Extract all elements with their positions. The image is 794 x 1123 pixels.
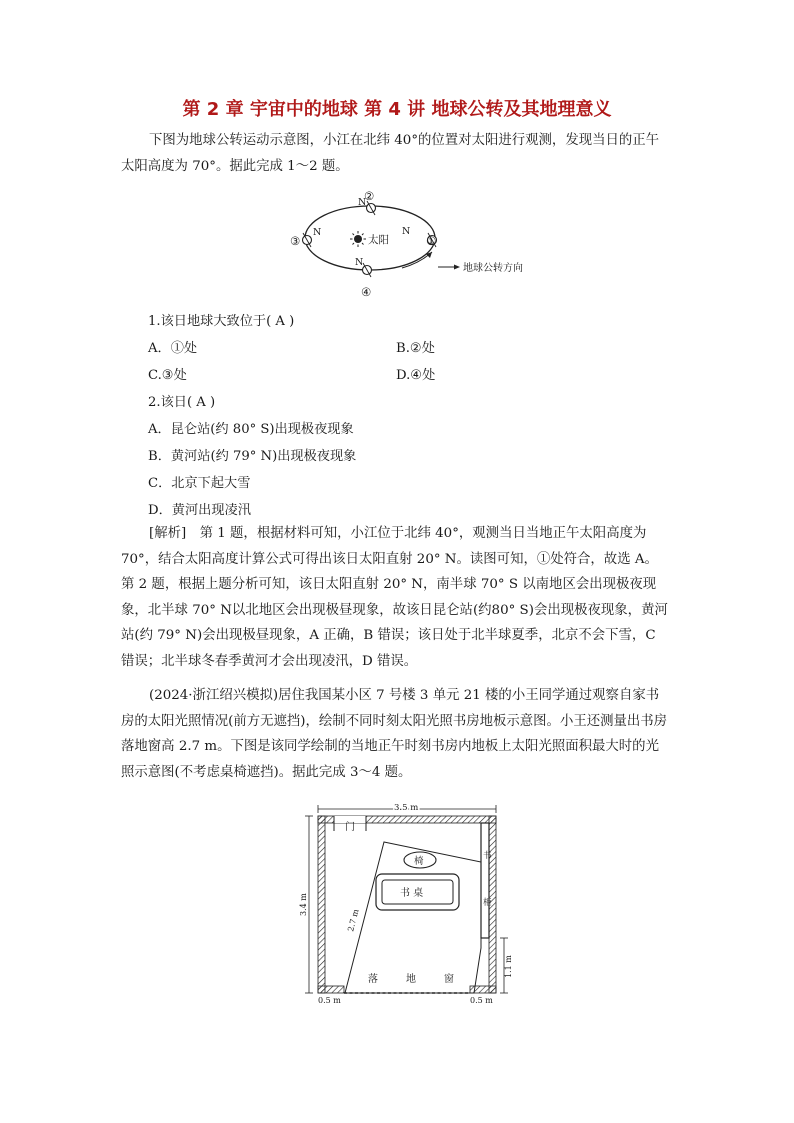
q2-option-d: D．黄河出现凌汛 — [148, 503, 251, 518]
q1-option-b: B.②处 — [396, 341, 435, 356]
question-1-stem: 1.该日地球大致位于( A ) — [148, 314, 295, 329]
earth-position-2 — [358, 189, 376, 215]
north-label: N — [355, 257, 364, 268]
sun-label: 太阳 — [368, 234, 389, 246]
direction-legend-label: 地球公转方向 — [463, 263, 523, 274]
desk-label: 书 桌 — [400, 888, 424, 899]
north-label: N — [402, 226, 411, 237]
door-label: 门 — [345, 822, 355, 833]
intro-paragraph-1: 下图为地球公转运动示意图，小江在北纬 40°的位置对太阳进行观测，发现当日的正午太阳高度为 70°。据此完成 1～2 题。 — [121, 133, 660, 174]
orbit-diagram — [280, 188, 540, 300]
north-label: N — [313, 227, 322, 238]
position-label-3: ③ — [290, 234, 301, 248]
analysis-paragraph: [解析] 第 1 题，根据材料可知，小江位于北纬 40°，观测当日当地正午太阳高度为 70°，结合太阳高度计算公式可得出该日太阳直射 20° N。读图可知，①处符合，故选 A。第 2 题，根据上题分析可知，该日太阳直射 20° N，南半球 70° S 以南地区会出现极夜现象，北半球 70° N以北地区会出现极昼现象，故该日昆仑站(约80° S)会出现极夜现象，黄河站(约 79° N)会出现极昼现象，A 正确，B 错误；该日处于北半球夏季，北京不会下雪，C 错误；北半球冬春季黄河才会出现凌汛，D 错误。 — [121, 526, 668, 669]
window-label-1: 落 — [368, 974, 378, 985]
width-label: 3.5 m — [394, 803, 419, 813]
earth-position-3 — [290, 227, 321, 248]
q1-option-c: C.③处 — [148, 368, 187, 383]
sun-icon — [350, 231, 366, 247]
earth-position-4 — [355, 257, 372, 299]
shelf-label-bottom: 柜 — [483, 898, 492, 908]
north-label: N — [358, 197, 367, 208]
position-label-2: ② — [364, 189, 375, 203]
q1-option-a: A．①处 — [148, 341, 198, 356]
bottom-left-width-label: 0.5 m — [318, 996, 341, 1005]
shelf-label-top: 书 — [483, 851, 492, 861]
q2-option-b: B．黄河站(约 79° N)出现极夜现象 — [148, 449, 357, 464]
window-label-3: 窗 — [444, 974, 454, 985]
diagonal-length-label: 2.7 m — [346, 908, 361, 933]
bottom-right-width-label: 0.5 m — [470, 996, 493, 1005]
intro-paragraph-2: (2024·浙江绍兴模拟)居住我国某小区 7 号楼 3 单元 21 楼的小王同学通过观察自家书房的太阳光照情况(前方无遮挡)，绘制不同时刻太阳光照书房地板示意图。小王还测量出书房落地窗高 2.7 m。下图是该同学绘制的当地正午时刻书房内地板上太阳光照面积最大时的光照示意图(不考虑桌椅遮挡)。据此完成 3～4 题。 — [121, 688, 668, 780]
question-2-stem: 2.该日( A ) — [148, 395, 216, 410]
wall-left — [318, 816, 325, 993]
height-label: 3.4 m — [299, 893, 308, 916]
window-label-2: 地 — [406, 974, 416, 985]
earth-position-1 — [402, 226, 437, 248]
bookshelf — [481, 823, 489, 938]
position-label-1: ① — [426, 234, 437, 248]
room-floorplan — [298, 800, 526, 1012]
q2-option-c: C．北京下起大雪 — [148, 476, 251, 491]
wall-bottom-left — [318, 986, 344, 993]
page-title: 第 2 章 宇宙中的地球 第 4 讲 地球公转及其地理意义 — [182, 99, 612, 120]
position-label-4: ④ — [361, 285, 372, 299]
chair-label: 椅 — [414, 856, 424, 867]
q1-option-d: D.④处 — [396, 368, 436, 383]
q2-option-a: A．昆仑站(约 80° S)出现极夜现象 — [148, 422, 354, 437]
right-height-label: 1.1 m — [504, 955, 513, 978]
